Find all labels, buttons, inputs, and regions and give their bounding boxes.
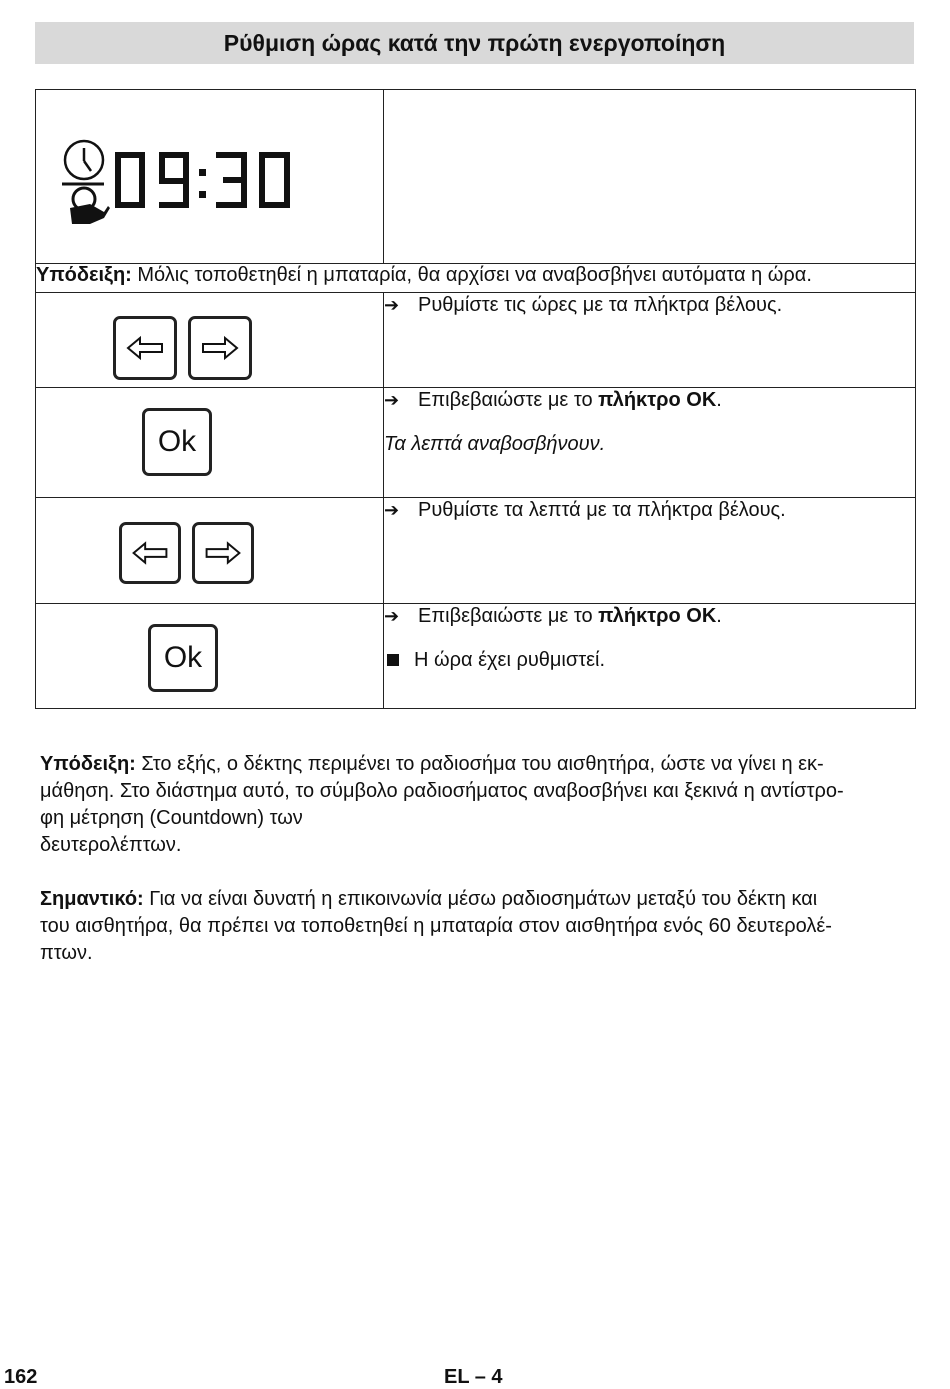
left-arrow-icon	[116, 319, 174, 377]
right-arrow-key	[192, 522, 254, 584]
instruction-cell	[384, 604, 916, 709]
left-arrow-icon	[122, 525, 178, 581]
step-row-confirm-minutes	[36, 604, 916, 709]
arrow-right-bullet-icon: ➔	[384, 295, 400, 315]
result-text: Η ώρα έχει ρυθμιστεί.	[414, 649, 606, 671]
right-arrow-icon	[195, 525, 251, 581]
instruction-line	[384, 498, 915, 522]
step-row-minutes	[36, 498, 916, 604]
section-title: Ρύθμιση ώρας κατά την πρώτη ενεργοποίηση	[35, 22, 914, 64]
note-label: Υπόδειξη:	[36, 264, 132, 286]
display-row	[36, 90, 916, 264]
instruction-bold: πλήκτρο OK	[598, 389, 717, 411]
note2-line-3: φη μέτρηση (Countdown) των	[40, 807, 303, 829]
important-line-1	[40, 886, 915, 913]
instruction-cell	[384, 388, 916, 498]
steps-table	[35, 89, 916, 709]
instruction-cell	[384, 293, 916, 388]
watering-can-icon	[70, 188, 110, 224]
instruction-punct: .	[716, 389, 722, 411]
arrow-keys-cell	[36, 293, 384, 388]
left-arrow-key	[119, 522, 181, 584]
note2-line-4: δευτερολέπτων.	[40, 834, 182, 856]
important-note	[40, 886, 915, 967]
note-row	[36, 264, 916, 293]
lcd-digits	[118, 155, 287, 205]
arrow-right-bullet-icon: ➔	[384, 500, 400, 520]
important-line-2: του αισθητήρα, θα πρέπει να τοποθετηθεί η μπαταρία στον αισθητήρα ενός 60 δευτερολέ-	[40, 915, 832, 937]
instruction-cell	[384, 498, 916, 604]
important-label: Σημαντικό:	[40, 888, 144, 910]
instruction-line	[384, 388, 915, 412]
note-text: Μόλις τοποθετηθεί η μπαταρία, θα αρχίσει να αναβοσβήνει αυτόματα η ώρα.	[131, 264, 812, 286]
ok-key-cell	[36, 604, 384, 709]
left-arrow-key	[113, 316, 177, 380]
step-row-hours	[36, 293, 916, 388]
page-number: 162	[4, 1366, 38, 1388]
ok-key: Ok	[142, 408, 212, 476]
arrow-right-bullet-icon: ➔	[384, 606, 400, 626]
important-line-3: πτων.	[40, 942, 93, 964]
result-line: Τα λεπτά αναβοσβήνουν.	[384, 433, 606, 455]
step-row-confirm-hours	[36, 388, 916, 498]
result-line	[384, 648, 915, 672]
lcd-display-icon	[60, 136, 300, 236]
ok-key: Ok	[148, 624, 218, 692]
instruction-text: Επιβεβαιώστε με το	[418, 605, 599, 627]
ok-key-cell	[36, 388, 384, 498]
right-arrow-key	[188, 316, 252, 380]
arrow-keys-cell	[36, 498, 384, 604]
display-spacer-cell	[384, 90, 916, 264]
display-cell	[36, 90, 384, 264]
note-hint-1	[36, 264, 916, 293]
note-label: Υπόδειξη:	[40, 753, 136, 775]
clock-icon	[65, 141, 103, 179]
language-section-code: EL – 4	[444, 1366, 503, 1388]
instruction-text: Ρυθμίστε τα λεπτά με τα πλήκτρα βέλους.	[418, 499, 786, 521]
instruction-line	[384, 293, 915, 317]
arrow-right-bullet-icon: ➔	[384, 390, 400, 410]
square-bullet-icon	[387, 654, 399, 666]
important-text: Για να είναι δυνατή η επικοινωνία μέσω ραδιοσημάτων μεταξύ του δέκτη και	[143, 888, 818, 910]
note-text: Στο εξής, ο δέκτης περιμένει το ραδιοσήμα του αισθητήρα, ώστε να γίνει η εκ-	[135, 753, 824, 775]
note-hint-2	[40, 751, 915, 859]
instruction-text: Επιβεβαιώστε με το	[418, 389, 599, 411]
instruction-punct: .	[716, 605, 722, 627]
instruction-line	[384, 604, 915, 628]
note2-line-2: μάθηση. Στο διάστημα αυτό, το σύμβολο ραδιοσήματος αναβοσβήνει και ξεκινά η αντίστρο-	[40, 780, 844, 802]
instruction-text: Ρυθμίστε τις ώρες με τα πλήκτρα βέλους.	[418, 294, 783, 316]
note2-line-1	[40, 751, 915, 778]
instruction-bold: πλήκτρο OK	[598, 605, 717, 627]
right-arrow-icon	[191, 319, 249, 377]
